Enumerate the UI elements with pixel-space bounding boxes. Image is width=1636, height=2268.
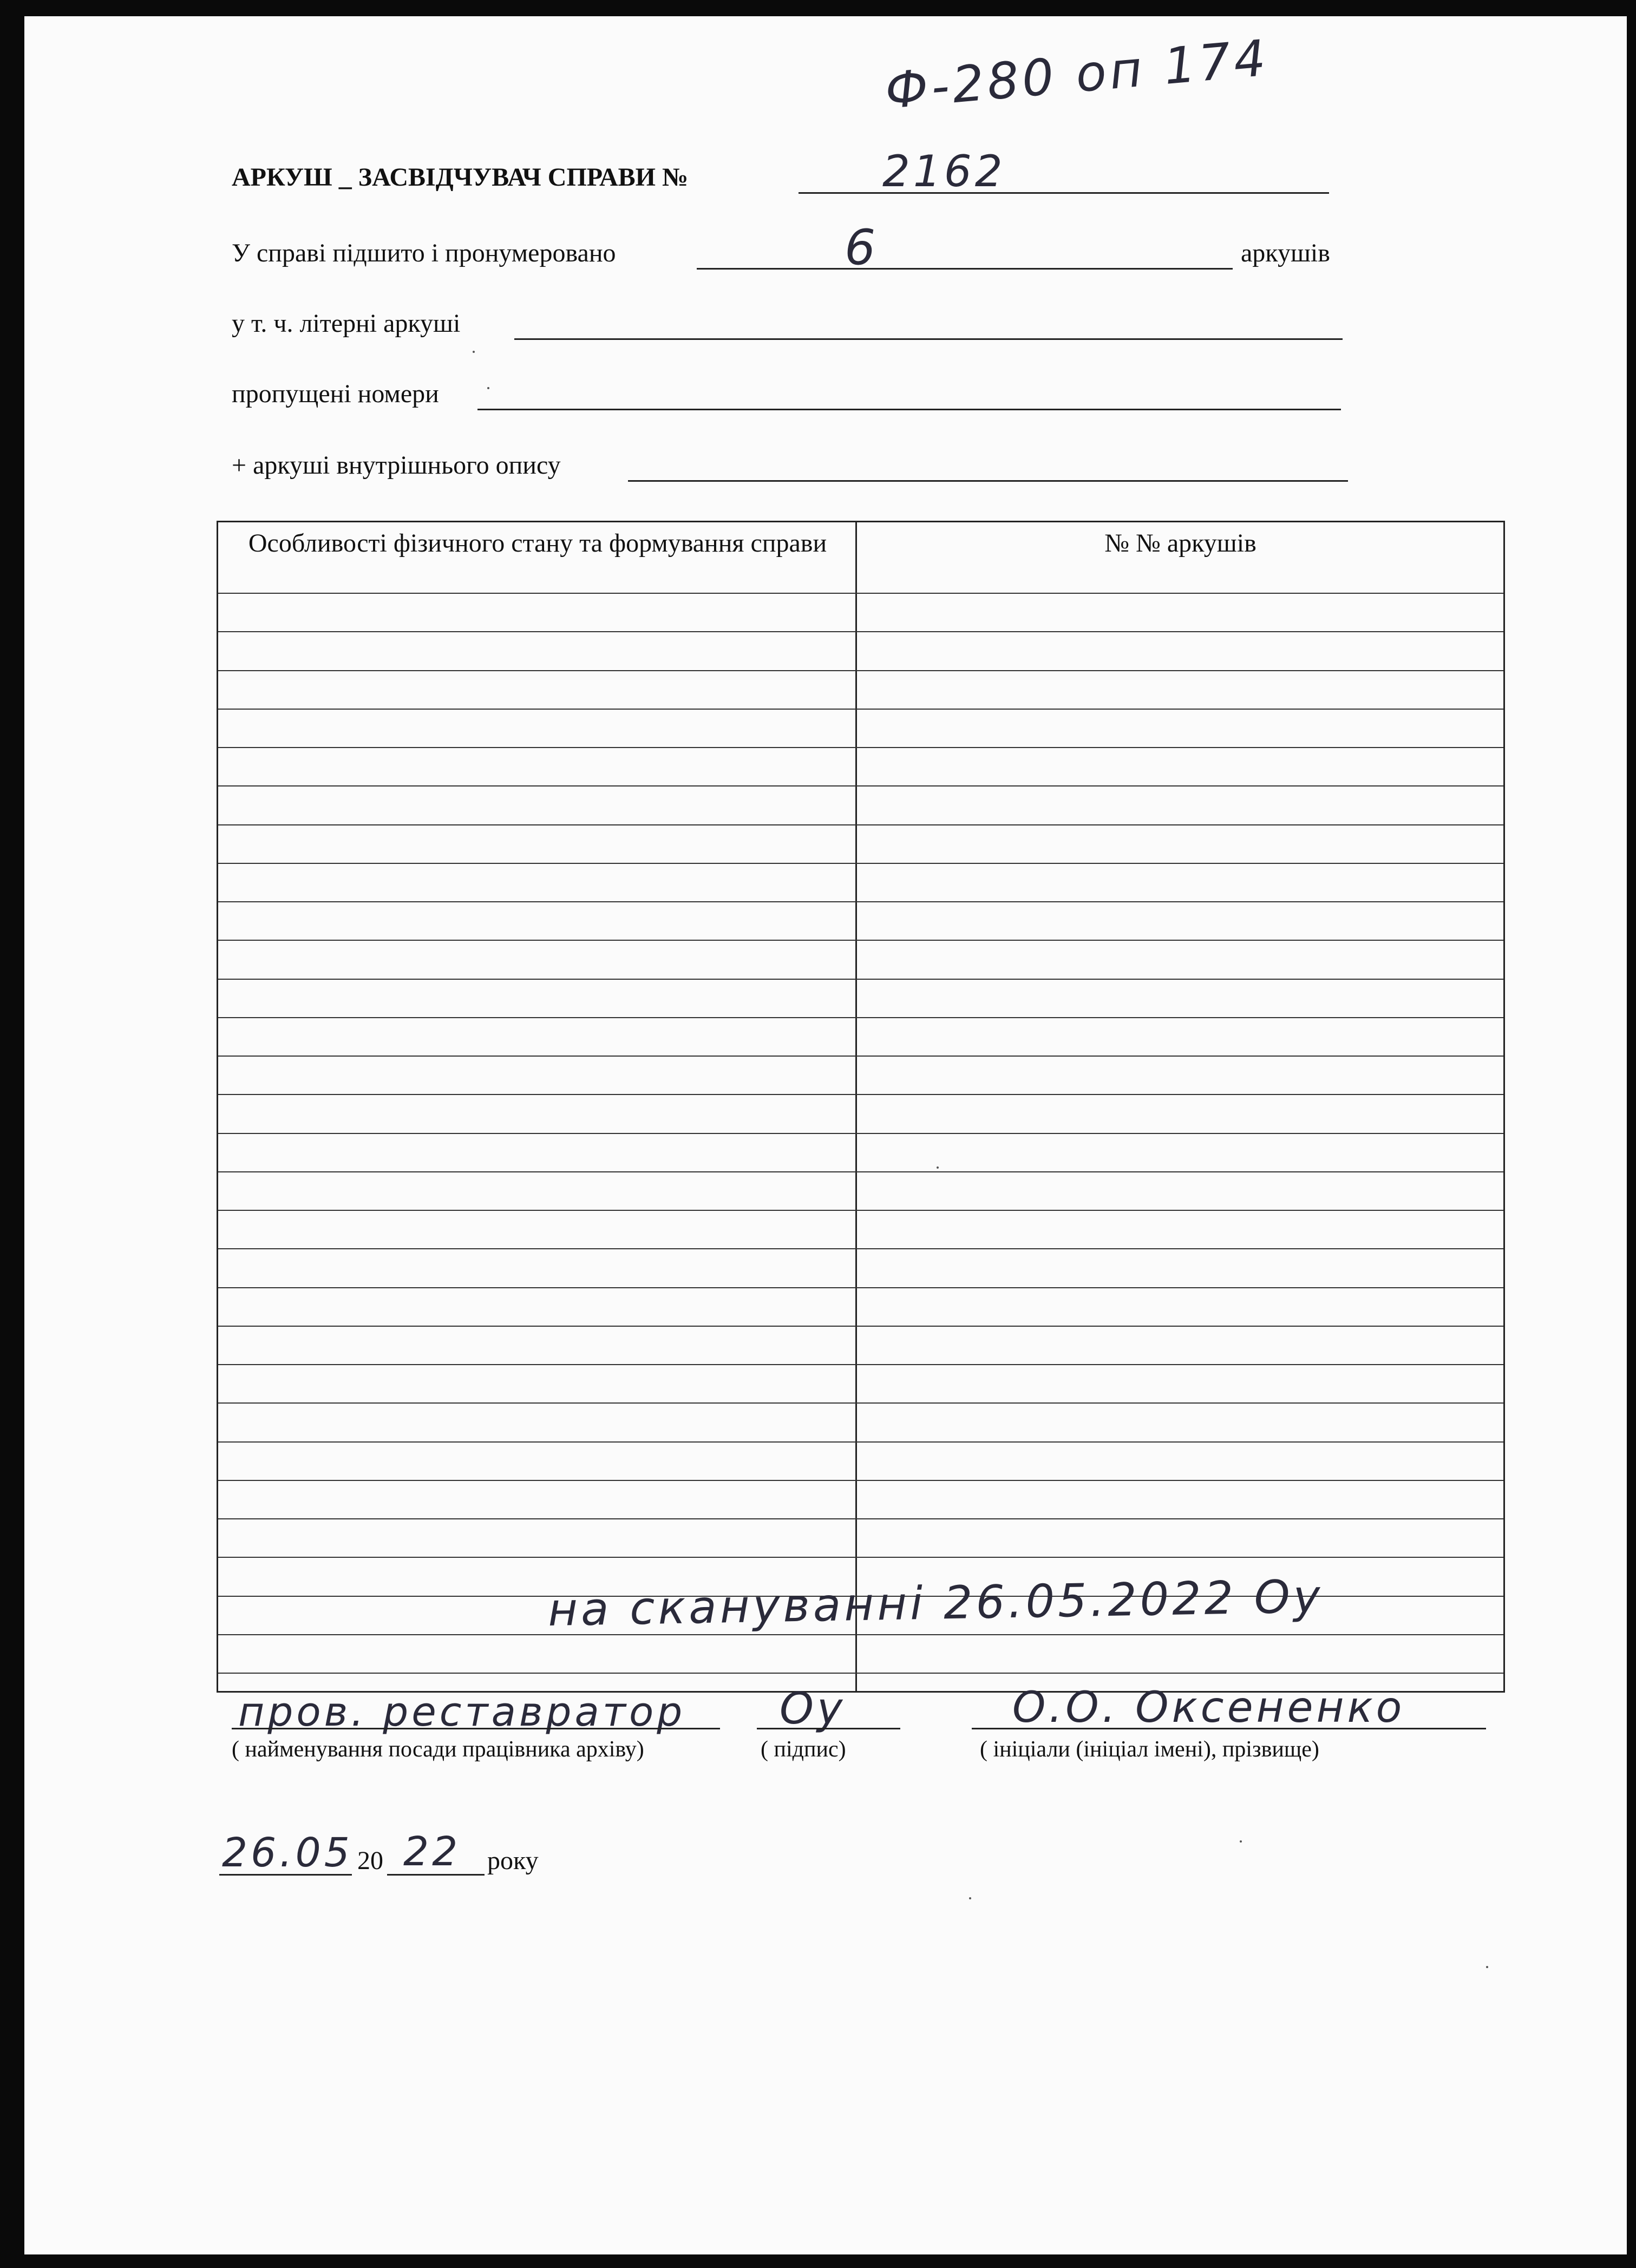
- condition-table: [217, 521, 1505, 1693]
- position-value: пров. реставратор: [238, 1689, 686, 1735]
- table-row-line: [218, 979, 1503, 980]
- table-row-line: [218, 1364, 1503, 1365]
- table-row-line: [218, 1017, 1503, 1018]
- scan-speck: [1486, 1966, 1488, 1968]
- signature-caption: ( підпис): [761, 1737, 846, 1762]
- table-row-line: [218, 1171, 1503, 1172]
- date-year: 22: [403, 1828, 461, 1875]
- table-row-line: [218, 593, 1503, 594]
- date-century: 20: [357, 1846, 383, 1875]
- table-row-line: [218, 1326, 1503, 1327]
- table-row-line: [218, 1094, 1503, 1095]
- archive-fund-note: Ф-280 оп 174: [882, 29, 1271, 121]
- letter-pages-line: [514, 338, 1343, 340]
- position-caption: ( найменування посади працівника архіву): [232, 1737, 644, 1762]
- form-title: АРКУШ _ ЗАСВІДЧУВАЧ СПРАВИ №: [232, 163, 689, 192]
- table-row-line: [218, 1133, 1503, 1134]
- signature-value: Оу: [780, 1683, 846, 1734]
- date-suffix: року: [487, 1846, 539, 1875]
- date-day-month: 26.05: [222, 1830, 353, 1876]
- table-row-line: [218, 1402, 1503, 1404]
- name-line: [972, 1728, 1486, 1729]
- table-header-pages: № № аркушів: [1104, 529, 1257, 558]
- case-number-line: [799, 192, 1329, 194]
- table-header-condition: Особливості фізичного стану та формування справи: [248, 529, 827, 558]
- scan-speck: [487, 387, 489, 389]
- pages-line: [697, 268, 1233, 270]
- table-column-divider: [855, 522, 857, 1691]
- table-row-line: [218, 1441, 1503, 1443]
- scanning-note: на скануванні 26.05.2022 Оу: [547, 1570, 1324, 1636]
- table-row-line: [218, 670, 1503, 671]
- scan-speck: [969, 1897, 971, 1899]
- letter-pages-label: у т. ч. літерні аркуші: [232, 309, 461, 338]
- table-row-line: [218, 1480, 1503, 1481]
- table-row-line: [218, 1518, 1503, 1519]
- table-row-line: [218, 631, 1503, 632]
- missing-numbers-line: [477, 409, 1341, 410]
- table-row-line: [218, 901, 1503, 902]
- scan-speck: [1240, 1840, 1242, 1843]
- table-row-line: [218, 1673, 1503, 1674]
- scan-speck: [473, 351, 475, 353]
- name-caption: ( ініціали (ініціал імені), прізвище): [980, 1737, 1319, 1762]
- case-number-value: 2162: [882, 146, 1006, 196]
- position-line: [232, 1728, 720, 1729]
- table-row-line: [218, 1210, 1503, 1211]
- missing-numbers-label: пропущені номери: [232, 379, 439, 408]
- table-row-line: [218, 747, 1503, 748]
- table-row-line: [218, 824, 1503, 825]
- pages-suffix: аркушів: [1241, 239, 1330, 267]
- table-row-line: [218, 863, 1503, 864]
- table-row-line: [218, 1248, 1503, 1249]
- table-row-line: [218, 785, 1503, 786]
- table-row-line: [218, 1287, 1503, 1288]
- table-row-line: [218, 940, 1503, 941]
- inner-inventory-line: [628, 480, 1348, 482]
- table-row-line: [218, 1557, 1503, 1558]
- date-year-line: [387, 1874, 485, 1876]
- table-row-line: [218, 1634, 1503, 1635]
- scan-speck: [937, 1166, 939, 1169]
- pages-value: 6: [845, 219, 879, 276]
- signature-line: [757, 1728, 900, 1729]
- inner-inventory-label: + аркуші внутрішнього опису: [232, 451, 561, 480]
- table-row-line: [218, 1056, 1503, 1057]
- date-day-month-line: [219, 1874, 352, 1876]
- pages-label: У справі підшито і пронумеровано: [232, 239, 616, 267]
- name-value: О.О. Оксененко: [1012, 1683, 1405, 1732]
- table-row-line: [218, 709, 1503, 710]
